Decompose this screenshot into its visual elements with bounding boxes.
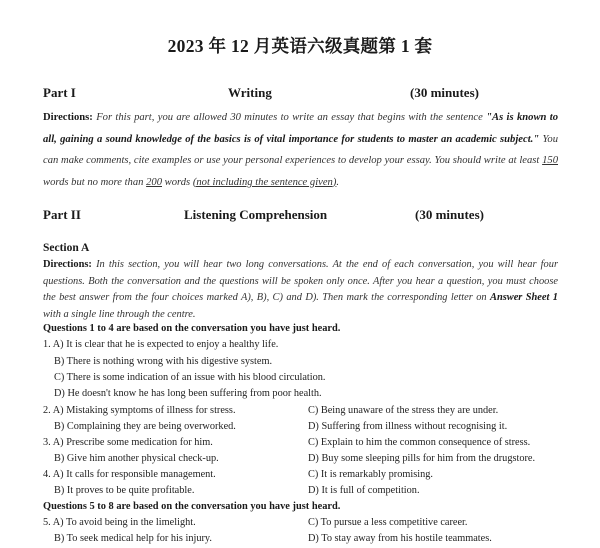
option-text: A) It calls for responsible management. (52, 469, 216, 480)
part2-name: Listening Comprehension (184, 207, 328, 222)
max-words: 200 (146, 176, 162, 188)
directions-label: Directions: (43, 112, 93, 123)
min-words: 150 (542, 155, 558, 166)
question-number: 3. (43, 437, 51, 448)
question-group-heading: Questions 5 to 8 are based on the conversation you have just heard. (43, 501, 341, 512)
question-1-option-c: C) There is some indication of an issue with his blood circulation. (54, 372, 326, 383)
question-2-option-a (43, 405, 236, 416)
directions-label: Directions: (43, 259, 92, 270)
question-5-option-c: C) To pursue a less competitive career. (308, 517, 468, 528)
question-3-option-d: D) Buy some sleeping pills for him from the drugstore. (308, 453, 536, 464)
answer-sheet-ref: Answer Sheet 1 (490, 292, 558, 304)
question-5-option-b: B) To seek medical help for his injury. (54, 533, 212, 544)
option-text: A) It is clear that he is expected to enjoy a healthy life. (52, 339, 279, 350)
question-number: 4. (43, 469, 51, 480)
question-5-option-a (43, 517, 196, 528)
option-text: A) Prescribe some medication for him. (52, 437, 213, 448)
question-1-option-a (43, 339, 278, 350)
question-number: 5. (43, 517, 51, 528)
part1-label: Part I (43, 85, 76, 100)
question-3-option-c: C) Explain to him the common consequence of stress. (308, 437, 531, 448)
directions-text: In this section, you will hear two long conversations. At the end of each conversation, you will hear four questions. Both the conversation and the questions will be spoken only once. After you hear a question, you must choose the best answer from the four choices marked A), B), C) and D). Then mark the corresponding letter on (43, 259, 558, 304)
question-3-option-b: B) Give him another physical check-up. (54, 453, 219, 464)
question-3-option-a (43, 437, 213, 448)
question-1-option-b: B) There is nothing wrong with his digestive system. (54, 356, 273, 367)
directions-text: For this part, you are allowed 30 minutes to write an essay that begins with the sentence (96, 112, 483, 123)
directions-text: words (164, 176, 191, 188)
question-number: 2. (43, 405, 51, 416)
directions-text: You can make comments, cite examples or use your personal experiences to develop your essay. You should write at least (43, 133, 558, 166)
question-5-option-d: D) To stay away from his hostile teammates. (308, 533, 492, 544)
question-4-option-c: C) It is remarkably promising. (308, 469, 433, 480)
directions-text: with a single line through the centre. (43, 309, 196, 321)
question-2-option-d: D) Suffering from illness without recognising it. (308, 421, 508, 432)
essay-prompt-quote: "As is known to all, gaining a sound knowledge of the basics is of vital importance for students to master an academic subject." (43, 112, 559, 145)
period: . (336, 176, 340, 188)
question-number: 1. (43, 339, 51, 350)
option-text: A) To avoid being in the limelight. (52, 517, 196, 528)
question-group-heading: Questions 1 to 4 are based on the conversation you have just heard. (43, 323, 341, 334)
question-2-option-c: C) Being unaware of the stress they are under. (308, 405, 499, 416)
exam-title: 2023 年 12 月英语六级真题第 1 套 (167, 36, 433, 56)
part1-directions (43, 107, 558, 193)
part2-directions (43, 257, 558, 324)
question-4-option-a (43, 469, 216, 480)
part2-label: Part II (43, 207, 81, 222)
directions-text: words but no more than (43, 176, 144, 188)
question-2-option-b: B) Complaining they are being overworked. (54, 421, 236, 432)
part1-name: Writing (228, 85, 272, 100)
question-1-option-d: D) He doesn't know he has long been suffering from poor health. (54, 388, 322, 399)
word-count-note: (not including the sentence given) (192, 176, 337, 188)
part2-time: (30 minutes) (415, 207, 484, 222)
option-text: A) Mistaking symptoms of illness for stress. (52, 405, 236, 416)
question-4-option-b: B) It proves to be quite profitable. (54, 485, 195, 496)
question-4-option-d: D) It is full of competition. (308, 485, 420, 496)
part1-time: (30 minutes) (410, 85, 479, 100)
section-a-label: Section A (43, 242, 90, 254)
